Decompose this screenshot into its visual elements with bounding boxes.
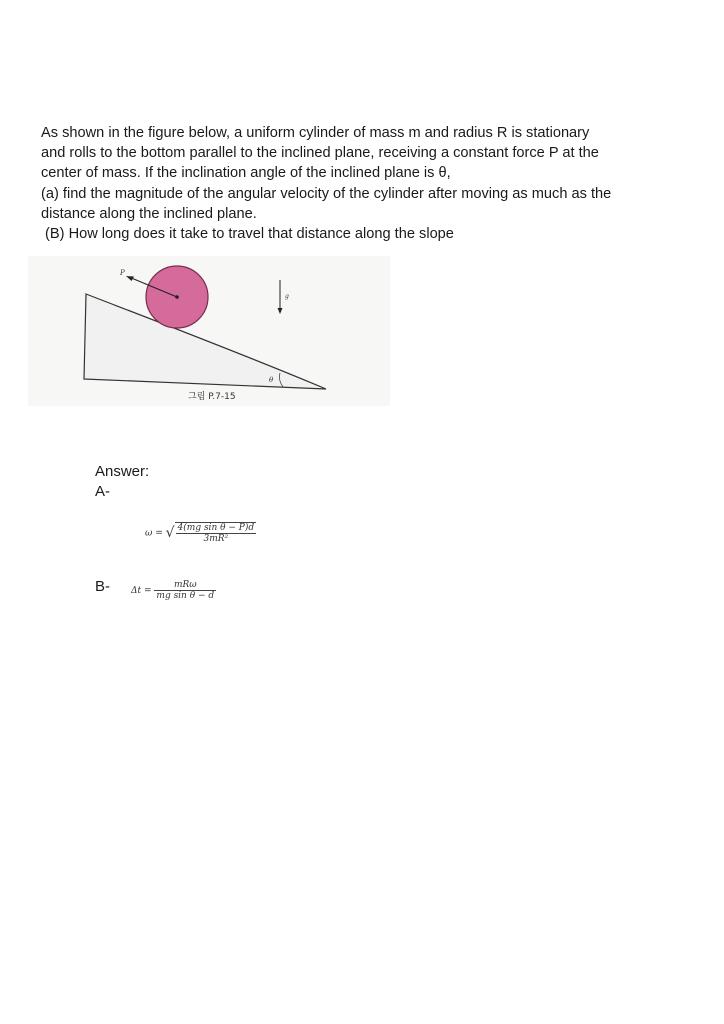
problem-line-5: distance along the inclined plane.: [41, 205, 257, 222]
answer-heading: Answer:: [95, 463, 150, 480]
problem-line-3: center of mass. If the inclination angle of the inclined plane is θ,: [41, 165, 451, 182]
formula-b-lhs: Δt =: [131, 586, 152, 596]
answer-b-label: B-: [95, 578, 110, 595]
formula-b: [131, 580, 216, 601]
answer-a-label: A-: [95, 483, 110, 500]
angle-label: θ: [269, 376, 274, 384]
incline-figure: [28, 256, 390, 406]
formula-b-denominator: mg sin θ − d: [156, 591, 215, 601]
gravity-label: g: [285, 293, 289, 300]
formula-b-numerator: mRω: [154, 580, 216, 591]
problem-line-2: and rolls to the bottom parallel to the inclined plane, receiving a constant force P at the: [41, 145, 599, 162]
formula-a-numerator: 4(mg sin θ − P)d: [177, 523, 255, 533]
formula-a-lhs: ω =: [145, 528, 163, 539]
formula-a-denominator: 3mR²: [203, 534, 229, 544]
formula-b-fraction: [154, 580, 216, 601]
figure-caption: 그림 P.7-15: [188, 392, 236, 402]
incline-diagram: [28, 256, 390, 406]
sqrt-icon: √: [165, 525, 175, 541]
problem-line-1: As shown in the figure below, a uniform cylinder of mass m and radius R is stationary: [41, 125, 590, 141]
problem-statement: [41, 123, 691, 244]
formula-a-fraction: [176, 523, 257, 544]
formula-a-radicand: [175, 522, 257, 544]
problem-line-4: (a) find the magnitude of the angular velocity of the cylinder after moving as much as the: [41, 185, 612, 202]
problem-line-6: (B) How long does it take to travel that distance along the slope: [41, 226, 454, 243]
force-label: P: [120, 269, 125, 277]
formula-a: [145, 522, 256, 544]
